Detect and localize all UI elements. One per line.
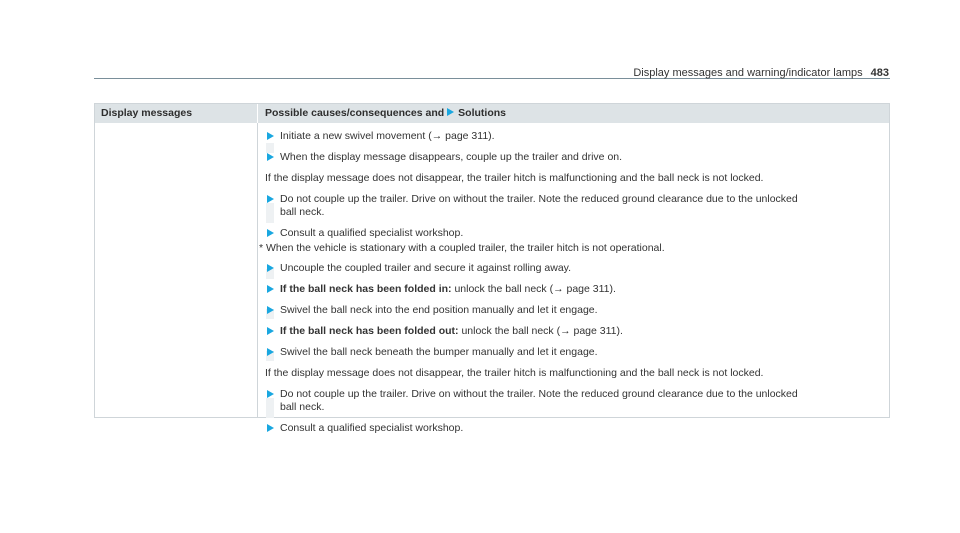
footnote: * When the vehicle is stationary with a coupled trailer, the trailer hitch is not operational. bbox=[259, 242, 665, 254]
step-item: Swivel the ball neck beneath the bumper manually and let it engage. bbox=[280, 346, 880, 359]
col-header-causes-solutions bbox=[265, 104, 506, 123]
page-number: 483 bbox=[870, 67, 889, 79]
page-reference-link[interactable]: → page 311). bbox=[431, 130, 495, 142]
col-header-causes: Possible causes/consequences and bbox=[265, 107, 445, 119]
step-item: When the display message disappears, couple up the trailer and drive on. bbox=[280, 151, 880, 164]
arrow-right-icon bbox=[267, 132, 274, 140]
arrow-right-icon bbox=[267, 327, 274, 335]
col-header-solutions: Solutions bbox=[458, 107, 507, 119]
arrow-right-icon bbox=[267, 195, 274, 203]
arrow-right-icon bbox=[267, 153, 274, 161]
step-bar bbox=[266, 398, 274, 418]
step-item: If the ball neck has been folded in: unlock the ball neck (→ page 311). bbox=[280, 283, 880, 296]
display-messages-table bbox=[94, 103, 890, 434]
arrow-right-icon bbox=[267, 306, 274, 314]
section-title: Display messages and warning/indicator lamps bbox=[633, 67, 863, 79]
paragraph: If the display message does not disappear, the trailer hitch is malfunctioning and the ball neck is not locked. bbox=[265, 367, 764, 379]
step-item: Consult a qualified specialist workshop. bbox=[280, 227, 880, 240]
table-header bbox=[95, 104, 889, 123]
header-divider bbox=[257, 104, 258, 123]
page-reference-link[interactable]: unlock the ball neck (→ page 311). bbox=[458, 325, 623, 337]
arrow-right-icon bbox=[267, 285, 274, 293]
step-item: Do not couple up the trailer. Drive on without the trailer. Note the reduced ground clearance due to the unlocked ball neck. bbox=[280, 193, 880, 219]
step-item: Uncouple the coupled trailer and secure it against rolling away. bbox=[280, 262, 880, 275]
step-item: Initiate a new swivel movement (→ page 311). bbox=[280, 130, 880, 143]
paragraph: If the display message does not disappear, the trailer hitch is malfunctioning and the ball neck is not locked. bbox=[265, 172, 764, 184]
arrow-right-icon bbox=[447, 108, 454, 116]
arrow-right-icon bbox=[267, 229, 274, 237]
table-body bbox=[95, 123, 889, 434]
step-item: Do not couple up the trailer. Drive on without the trailer. Note the reduced ground clearance due to the unlocked ball neck. bbox=[280, 388, 880, 414]
running-header bbox=[633, 67, 889, 79]
arrow-right-icon bbox=[267, 424, 274, 432]
step-item: Swivel the ball neck into the end position manually and let it engage. bbox=[280, 304, 880, 317]
arrow-right-icon bbox=[267, 390, 274, 398]
col-header-display-messages: Display messages bbox=[101, 107, 193, 119]
page-reference-link[interactable]: unlock the ball neck (→ page 311). bbox=[451, 283, 616, 295]
step-item: If the ball neck has been folded out: unlock the ball neck (→ page 311). bbox=[280, 325, 880, 338]
arrow-right-icon bbox=[267, 348, 274, 356]
step-bar bbox=[266, 143, 274, 153]
arrow-right-icon bbox=[267, 264, 274, 272]
step-bar bbox=[266, 203, 274, 223]
step-item: Consult a qualified specialist workshop. bbox=[280, 422, 880, 435]
